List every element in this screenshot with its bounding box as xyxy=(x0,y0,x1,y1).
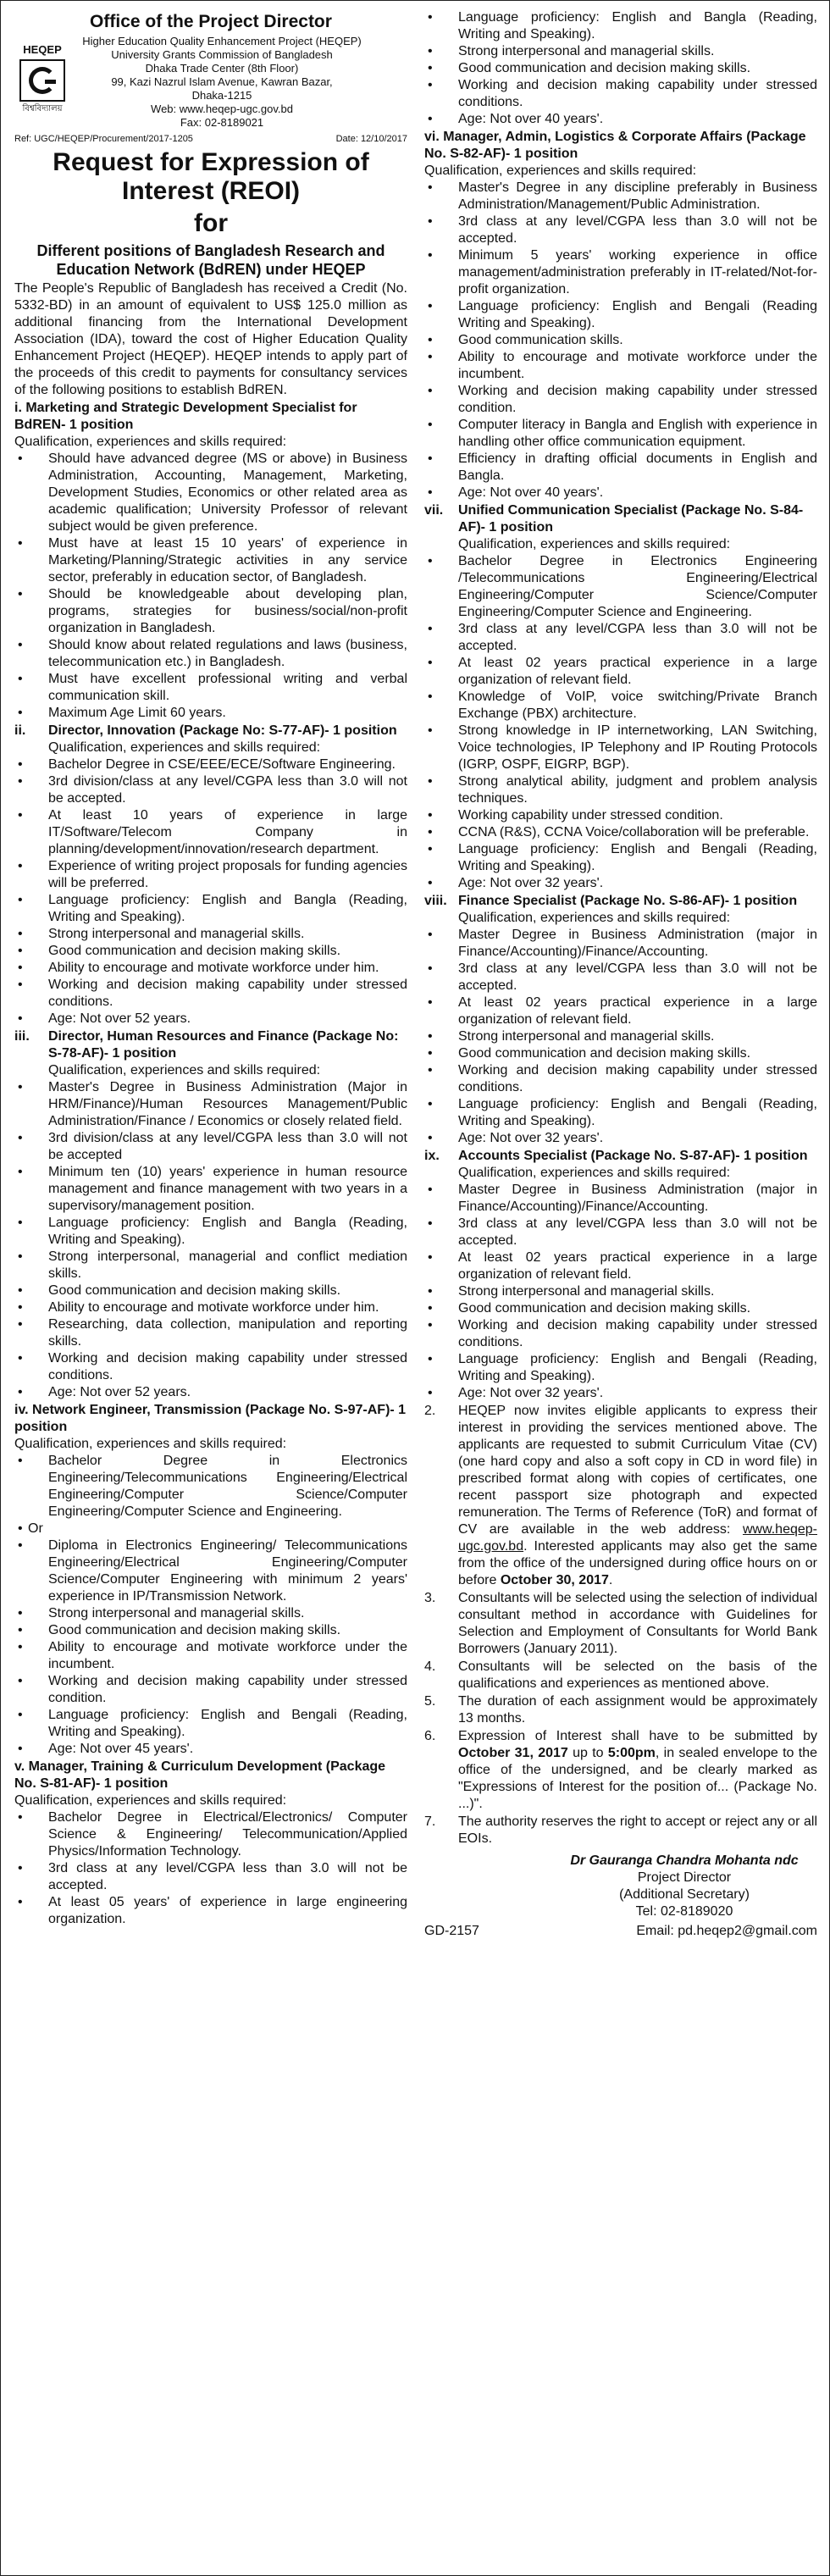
position-title: Director, Innovation (Package No: S-77-AF)- 1 position xyxy=(48,723,397,738)
requirement-item: • 3rd class at any level/CGPA less than 3.0 will not be accepted. xyxy=(424,621,817,655)
position-heading xyxy=(424,893,817,910)
requirements-list xyxy=(424,180,817,501)
requirement-item: • Bachelor Degree in CSE/EEE/ECE/Software Engineering. xyxy=(14,756,407,773)
signatory-role: Project Director xyxy=(637,1870,732,1885)
position-title: i. Marketing and Strategic Development Specialist for BdREN- 1 position xyxy=(14,401,357,432)
requirements-list xyxy=(424,553,817,892)
requirement-item: • At least 02 years practical experience in a large organization of relevant field. xyxy=(424,655,817,689)
requirement-item: • 3rd class at any level/CGPA less than 3.0 will not be accepted. xyxy=(14,1860,407,1894)
requirement-item: • Age: Not over 32 years'. xyxy=(424,1385,817,1402)
requirement-item: • Good communication and decision making skills. xyxy=(14,943,407,960)
requirement-item: • Bachelor Degree in Electronics Engineering/Telecommunications Engineering/Electrical Engineering/Computer Science/Computer Engineering/Computer Science and Engineering. xyxy=(14,1453,407,1521)
requirement-item: • 3rd division/class at any level/CGPA less than 3.0 will not be accepted xyxy=(14,1130,407,1164)
signatory-email: Email: pd.heqep2@gmail.com xyxy=(636,1924,817,1938)
qualification-label: Qualification, experiences and skills required: xyxy=(14,1793,287,1808)
requirement-item: • Age: Not over 32 years'. xyxy=(424,1130,817,1147)
right-column xyxy=(424,9,817,2568)
position-title: Unified Communication Specialist (Package No. S-84-AF)- 1 position xyxy=(458,503,804,535)
requirement-item: • 3rd class at any level/CGPA less than 3.0 will not be accepted. xyxy=(424,213,817,247)
position-heading xyxy=(14,723,407,740)
position-block xyxy=(424,129,817,501)
requirement-item: • Bachelor Degree in Electrical/Electronics/ Computer Science & Engineering/ Telecommunication/Applied Physics/Information Technology. xyxy=(14,1809,407,1860)
position-block xyxy=(14,1028,407,1401)
position-title: vi. Manager, Admin, Logistics & Corporate Affairs (Package No. S-82-AF)- 1 position xyxy=(424,130,806,161)
requirements-list xyxy=(14,756,407,1028)
address-line: Fax: 02-8189021 xyxy=(180,116,264,129)
requirement-item: • Language proficiency: English and Bangla (Reading, Writing and Speaking). xyxy=(424,9,817,43)
requirement-item: • Working capability under stressed condition. xyxy=(424,807,817,824)
requirements-list xyxy=(14,451,407,722)
reference-number: Ref: UGC/HEQEP/Procurement/2017-1205 xyxy=(14,134,193,144)
requirement-item: • Age: Not over 52 years. xyxy=(14,1011,407,1028)
requirement-item: • Good communication skills. xyxy=(424,332,817,349)
requirement-item: • Should be knowledgeable about developing plan, programs, strategies for business/social/non-profit organization in Bangladesh. xyxy=(14,586,407,637)
requirement-item: • Language proficiency: English and Bengali (Reading, Writing and Speaking). xyxy=(424,841,817,875)
qualification-label: Qualification, experiences and skills required: xyxy=(14,435,287,449)
requirement-item: • Computer literacy in Bangla and English with experience in handling other office communication equipment. xyxy=(424,417,817,451)
requirement-item: • Master Degree in Business Administration (major in Finance/Accounting)/Finance/Accounting. xyxy=(424,1182,817,1216)
requirement-item: • Language proficiency: English and Bangla (Reading, Writing and Speaking). xyxy=(14,892,407,926)
reference-row xyxy=(14,133,407,145)
position-block xyxy=(424,1148,817,1402)
logo-label: HEQEP xyxy=(23,43,62,56)
position-number: ix. xyxy=(424,1149,440,1163)
requirement-item: • Master's Degree in any discipline preferably in Business Administration/Management/Public Administration. xyxy=(424,180,817,213)
requirements-list xyxy=(14,1453,407,1521)
position-number: vii. xyxy=(424,503,444,518)
left-positions xyxy=(14,400,407,1928)
requirement-item: • Experience of writing project proposals for funding agencies will be preferred. xyxy=(14,858,407,892)
office-address xyxy=(70,35,407,130)
requirement-item: • At least 02 years practical experience in a large organization of relevant field. xyxy=(424,1249,817,1283)
requirement-item: • Working and decision making capability under stressed condition. xyxy=(424,383,817,417)
requirement-item: • Working and decision making capability under stressed condition. xyxy=(14,1673,407,1707)
position-title: v. Manager, Training & Curriculum Development (Package No. S-81-AF)- 1 position xyxy=(14,1759,386,1791)
right-positions xyxy=(424,129,817,1402)
requirement-item: • Good communication and decision making skills. xyxy=(424,1045,817,1062)
requirement-item: • Must have excellent professional writing and verbal communication skill. xyxy=(14,671,407,705)
position-block xyxy=(424,893,817,1147)
clause-2: 2. HEQEP now invites eligible applicants to express their interest in providing the services mentioned above. The applicants are requested to submit Curriculum Vitae (CV) (one hard copy and also a soft copy in CD in word file) in prescribed format along with copies of certificates, one recent passport size photograph and expected remuneration. The Terms of Reference (ToR) and format of CV are available in the web address: www.heqep-ugc.gov.bd. Interested applicants may also get the same from the office of the undersigned during office hours on or before October 30, 2017. xyxy=(424,1404,817,1587)
requirement-item: • 3rd division/class at any level/CGPA less than 3.0 will not be accepted. xyxy=(14,773,407,807)
requirement-item: • Minimum ten (10) years' experience in human resource management and finance management with two years in a supervisory/management position. xyxy=(14,1164,407,1215)
requirement-item: • Must have at least 15 10 years' of experience in Marketing/Planning/Strategic activities in any service sector, preferably in education sector, of Bangladesh. xyxy=(14,535,407,586)
requirement-item: • Strong analytical ability, judgment and problem analysis techniques. xyxy=(424,773,817,807)
requirement-item: • Working and decision making capability under stressed conditions. xyxy=(14,977,407,1011)
intro-paragraph: The People's Republic of Bangladesh has received a Credit (No. 5332-BD) in an amount of equivalent to US$ 125.0 million as additional financing from the International Development Association (IDA), toward the cost of Higher Education Quality Enhancement Project (HEQEP). HEQEP intends to apply part of the proceeds of this credit to payments for consultancy services of the following positions to establish BdREN. xyxy=(14,281,407,397)
requirement-item: • Age: Not over 52 years. xyxy=(14,1384,407,1401)
requirement-item: • At least 05 years' of experience in large engineering organization. xyxy=(14,1894,407,1928)
requirement-item: • 3rd class at any level/CGPA less than 3.0 will not be accepted. xyxy=(424,961,817,994)
qualification-label: Qualification, experiences and skills required: xyxy=(48,1063,321,1077)
position-heading xyxy=(424,502,817,536)
position-title: Finance Specialist (Package No. S-86-AF)- 1 position xyxy=(458,894,798,908)
requirement-item: • Should know about related regulations and laws (business, telecommunication etc.) in Bangladesh. xyxy=(14,637,407,671)
requirement-item: • Strong interpersonal and managerial skills. xyxy=(14,926,407,943)
heqep-logo xyxy=(14,35,70,114)
requirements-list-alt xyxy=(14,1537,407,1758)
requirement-item: • Ability to encourage and motivate workforce under him. xyxy=(14,1299,407,1316)
requirement-item: • Knowledge of VoIP, voice switching/Private Branch Exchange (PBX) architecture. xyxy=(424,689,817,723)
qualification-label: Qualification, experiences and skills required: xyxy=(458,1166,731,1180)
position-heading xyxy=(424,1148,817,1165)
requirement-item: • At least 02 years practical experience in a large organization of relevant field. xyxy=(424,994,817,1028)
requirement-item: • Good communication and decision making skills. xyxy=(14,1282,407,1299)
requirement-item: • Ability to encourage and motivate workforce under the incumbent. xyxy=(14,1639,407,1673)
address-line: Dhaka-1215 xyxy=(191,89,252,102)
requirement-item: • Ability to encourage and motivate workforce under him. xyxy=(14,960,407,977)
position-number: ii. xyxy=(14,723,26,738)
position-block xyxy=(14,723,407,1028)
reoi-subtitle: Different positions of Bangladesh Research and Education Network (BdREN) under HEQEP xyxy=(36,242,385,278)
office-title: Office of the Project Director xyxy=(90,12,332,31)
requirement-item: • Efficiency in drafting official documents in English and Bangla. xyxy=(424,451,817,485)
logo-tagline: বিশ্ববিদ্যালয় xyxy=(22,104,63,114)
position-title: iv. Network Engineer, Transmission (Package No. S-97-AF)- 1 position xyxy=(14,1403,407,1434)
requirements-list xyxy=(424,927,817,1147)
requirement-item: • Good communication and decision making skills. xyxy=(14,1622,407,1639)
requirement-item: • 3rd class at any level/CGPA less than 3.0 will not be accepted. xyxy=(424,1216,817,1249)
address-line: Dhaka Trade Center (8th Floor) xyxy=(145,62,299,75)
requirement-item: • Ability to encourage and motivate workforce under the incumbent. xyxy=(424,349,817,383)
eoi-deadline-time: 5:00pm xyxy=(607,1746,656,1760)
clause-3: 3. Consultants will be selected using the selection of individual consultant method in accordance with Guidelines for Selection and Employment of Consultants for World Bank Borrowers (January 2011). xyxy=(424,1591,817,1656)
address-line: Web: www.heqep-ugc.gov.bd xyxy=(151,102,293,115)
address-line: Higher Education Quality Enhancement Project (HEQEP) xyxy=(82,35,362,47)
clause-6: 6. Expression of Interest shall have to be submitted by October 31, 2017 up to 5:00pm, in sealed envelope to the office of the undersigned, and be clearly marked as "Expressions of Interest for the position of... (Package No. ...)". xyxy=(424,1729,817,1811)
requirement-item: • Diploma in Electronics Engineering/ Telecommunications Engineering/Electrical Engineering/Computer Science/Computer Engineering with minimum 2 years' experience in IP/Transmission Network. xyxy=(14,1537,407,1605)
reference-date: Date: 12/10/2017 xyxy=(335,134,407,144)
requirement-item: • Strong interpersonal and managerial skills. xyxy=(14,1605,407,1622)
clause-4: 4. Consultants will be selected on the basis of the qualifications and experiences as mentioned above. xyxy=(424,1659,817,1691)
address-line: 99, Kazi Nazrul Islam Avenue, Kawran Bazar, xyxy=(111,75,333,88)
footer-row xyxy=(424,1923,817,1940)
signatory-name: Dr Gauranga Chandra Mohanta ndc xyxy=(570,1853,799,1868)
requirements-list xyxy=(14,1079,407,1401)
website-link[interactable]: www.heqep-ugc.gov.bd xyxy=(458,1522,817,1554)
requirement-item: • Language proficiency: English and Bengali (Reading, Writing and Speaking). xyxy=(14,1707,407,1741)
address-line: University Grants Commission of Bangladesh xyxy=(111,48,333,61)
requirement-item: • Strong interpersonal, managerial and conflict mediation skills. xyxy=(14,1249,407,1282)
or-separator: • Or xyxy=(14,1521,407,1537)
signatory-tel: Tel: 02-8189020 xyxy=(635,1904,733,1919)
requirement-item: • Strong interpersonal and managerial skills. xyxy=(424,1028,817,1045)
position-block xyxy=(424,502,817,892)
qualification-label: Qualification, experiences and skills required: xyxy=(14,1437,287,1451)
reoi-for: for xyxy=(194,209,228,237)
position-block xyxy=(14,400,407,722)
requirement-item: • Strong interpersonal and managerial skills. xyxy=(424,1283,817,1300)
position-block xyxy=(14,1402,407,1758)
qualification-label: Qualification, experiences and skills required: xyxy=(424,163,697,178)
header-block xyxy=(14,35,407,130)
requirement-item: • At least 10 years of experience in large IT/Software/Telecom Company in planning/development/innovation/research department. xyxy=(14,807,407,858)
position-block xyxy=(14,1759,407,1928)
position-heading xyxy=(14,400,407,434)
clauses-list xyxy=(424,1403,817,1848)
requirement-item: • Language proficiency: English and Bengali (Reading, Writing and Speaking). xyxy=(424,1096,817,1130)
clause-5: 5. The duration of each assignment would be approximately 13 months. xyxy=(424,1694,817,1726)
requirement-item: • Working and decision making capability under stressed conditions. xyxy=(14,1350,407,1384)
qualification-label: Qualification, experiences and skills required: xyxy=(48,740,321,755)
requirement-item: • Age: Not over 40 years'. xyxy=(424,485,817,501)
qualification-label: Qualification, experiences and skills required: xyxy=(458,537,731,551)
position-title: Director, Human Resources and Finance (Package No: S-78-AF)- 1 position xyxy=(48,1029,399,1061)
requirement-item: • CCNA (R&S), CCNA Voice/collaboration will be preferable. xyxy=(424,824,817,841)
qualification-label: Qualification, experiences and skills required: xyxy=(458,911,731,925)
requirement-item: • Good communication and decision making skills. xyxy=(424,1300,817,1317)
requirement-item: • Strong interpersonal and managerial skills. xyxy=(424,43,817,60)
position-number: viii. xyxy=(424,894,447,908)
position-v-continued xyxy=(424,9,817,128)
requirement-item: • Maximum Age Limit 60 years. xyxy=(14,705,407,722)
requirement-item: • Language proficiency: English and Bengali (Reading Writing and Speaking). xyxy=(424,298,817,332)
requirements-list xyxy=(14,1809,407,1928)
requirement-item: • Should have advanced degree (MS or above) in Business Administration, Accounting, Management, Marketing, Development Studies, Economics or other related area as academic qualification; University Professor of relevant subject would be given preference. xyxy=(14,451,407,535)
position-heading xyxy=(424,129,817,163)
requirement-item: • Working and decision making capability under stressed conditions. xyxy=(424,1317,817,1351)
requirement-item: • Researching, data collection, manipulation and reporting skills. xyxy=(14,1316,407,1350)
position-heading xyxy=(14,1028,407,1062)
requirement-item: • Working and decision making capability under stressed conditions. xyxy=(424,1062,817,1096)
clause-7: 7. The authority reserves the right to accept or reject any or all EOIs. xyxy=(424,1814,817,1846)
requirement-item: • Bachelor Degree in Electronics Engineering /Telecommunications Engineering/Electrical Engineering/Computer Science/Computer Engineering/Computer Science and Engineering. xyxy=(424,553,817,621)
position-number: iii. xyxy=(14,1029,30,1044)
gd-number: GD-2157 xyxy=(424,1924,479,1938)
requirement-item: • Working and decision making capability under stressed conditions. xyxy=(424,77,817,111)
eoi-deadline: October 31, 2017 xyxy=(458,1746,568,1760)
position-heading xyxy=(14,1402,407,1436)
requirement-item: • Master Degree in Business Administration (major in Finance/Accounting)/Finance/Accounting. xyxy=(424,927,817,961)
logo-emblem-icon xyxy=(19,59,65,102)
position-title: Accounts Specialist (Package No. S-87-AF)- 1 position xyxy=(458,1149,808,1163)
requirement-item: • Strong knowledge in IP internetworking, LAN Switching, Voice technologies, IP Telephony and IP Routing Protocols (IGRP, OSPF, EIGRP, BGP). xyxy=(424,723,817,773)
requirement-item: • Good communication and decision making skills. xyxy=(424,60,817,77)
requirement-item: • Minimum 5 years' working experience in office management/administration preferably in IT-related/Not-for-profit organization. xyxy=(424,247,817,298)
signatory-role-secondary: (Additional Secretary) xyxy=(619,1887,750,1902)
requirement-item: • Age: Not over 32 years'. xyxy=(424,875,817,892)
requirements-list xyxy=(424,1182,817,1402)
signature-block xyxy=(424,1853,817,1920)
requirement-item: • Age: Not over 40 years'. xyxy=(424,111,817,128)
left-column xyxy=(14,9,407,2568)
reoi-title: Request for Expression of Interest (REOI) xyxy=(53,148,369,205)
requirement-item: • Language proficiency: English and Bangla (Reading, Writing and Speaking). xyxy=(14,1215,407,1249)
cv-deadline: October 30, 2017 xyxy=(500,1573,609,1587)
requirement-item: • Master's Degree in Business Administration (Major in HRM/Finance)/Human Resources Management/Public Administration/Finance / Economics or closely related field. xyxy=(14,1079,407,1130)
position-heading xyxy=(14,1759,407,1792)
requirement-item: • Age: Not over 45 years'. xyxy=(14,1741,407,1758)
requirement-item: • Language proficiency: English and Bengali (Reading, Writing and Speaking). xyxy=(424,1351,817,1385)
